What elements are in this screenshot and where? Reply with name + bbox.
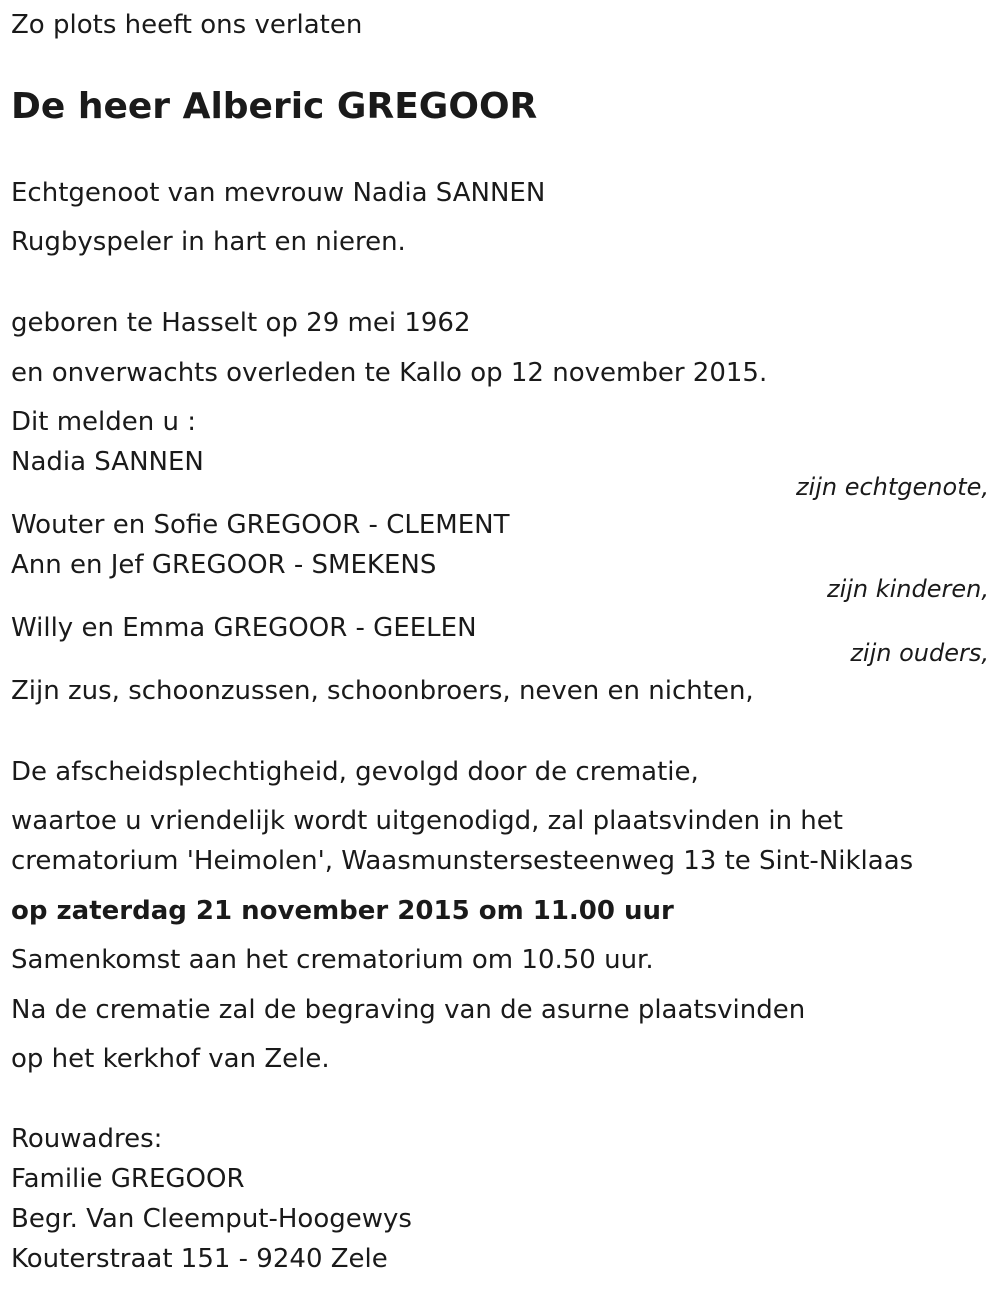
family-parents-role: zijn ouders,: [850, 639, 989, 667]
family-child-2: Ann en Jef GREGOOR - SMEKENS: [11, 550, 437, 580]
ceremony-line-3: crematorium 'Heimolen', Waasmunstersesteenweg 13 te Sint-Niklaas: [11, 846, 914, 876]
burial-line-1: Na de crematie zal de begraving van de asurne plaatsvinden: [11, 995, 806, 1025]
deceased-name: De heer Alberic GREGOOR: [11, 86, 538, 127]
family-spouse-name: Nadia SANNEN: [11, 447, 204, 477]
tagline: Rugbyspeler in hart en nieren.: [11, 227, 406, 257]
address-line-3: Kouterstraat 151 - 9240 Zele: [11, 1244, 388, 1274]
gathering-line: Samenkomst aan het crematorium om 10.50 uur.: [11, 945, 654, 975]
intro-text: Zo plots heeft ons verlaten: [11, 10, 363, 40]
address-line-1: Familie GREGOOR: [11, 1164, 245, 1194]
birth-line: geboren te Hasselt op 29 mei 1962: [11, 308, 471, 338]
announce-intro: Dit melden u :: [11, 407, 196, 437]
family-spouse-role: zijn echtgenote,: [795, 473, 989, 501]
death-line: en onverwachts overleden te Kallo op 12 november 2015.: [11, 358, 768, 388]
ceremony-line-2: waartoe u vriendelijk wordt uitgenodigd, zal plaatsvinden in het: [11, 806, 843, 836]
address-label: Rouwadres:: [11, 1124, 163, 1154]
spouse-line: Echtgenoot van mevrouw Nadia SANNEN: [11, 178, 546, 208]
ceremony-line-1: De afscheidsplechtigheid, gevolgd door de crematie,: [11, 757, 699, 787]
family-child-1: Wouter en Sofie GREGOOR - CLEMENT: [11, 510, 510, 540]
family-children-role: zijn kinderen,: [826, 575, 989, 603]
family-parents: Willy en Emma GREGOOR - GEELEN: [11, 613, 477, 643]
address-line-2: Begr. Van Cleemput-Hoogewys: [11, 1204, 412, 1234]
family-others: Zijn zus, schoonzussen, schoonbroers, neven en nichten,: [11, 676, 754, 706]
ceremony-date: op zaterdag 21 november 2015 om 11.00 uur: [11, 896, 674, 926]
burial-line-2: op het kerkhof van Zele.: [11, 1044, 330, 1074]
